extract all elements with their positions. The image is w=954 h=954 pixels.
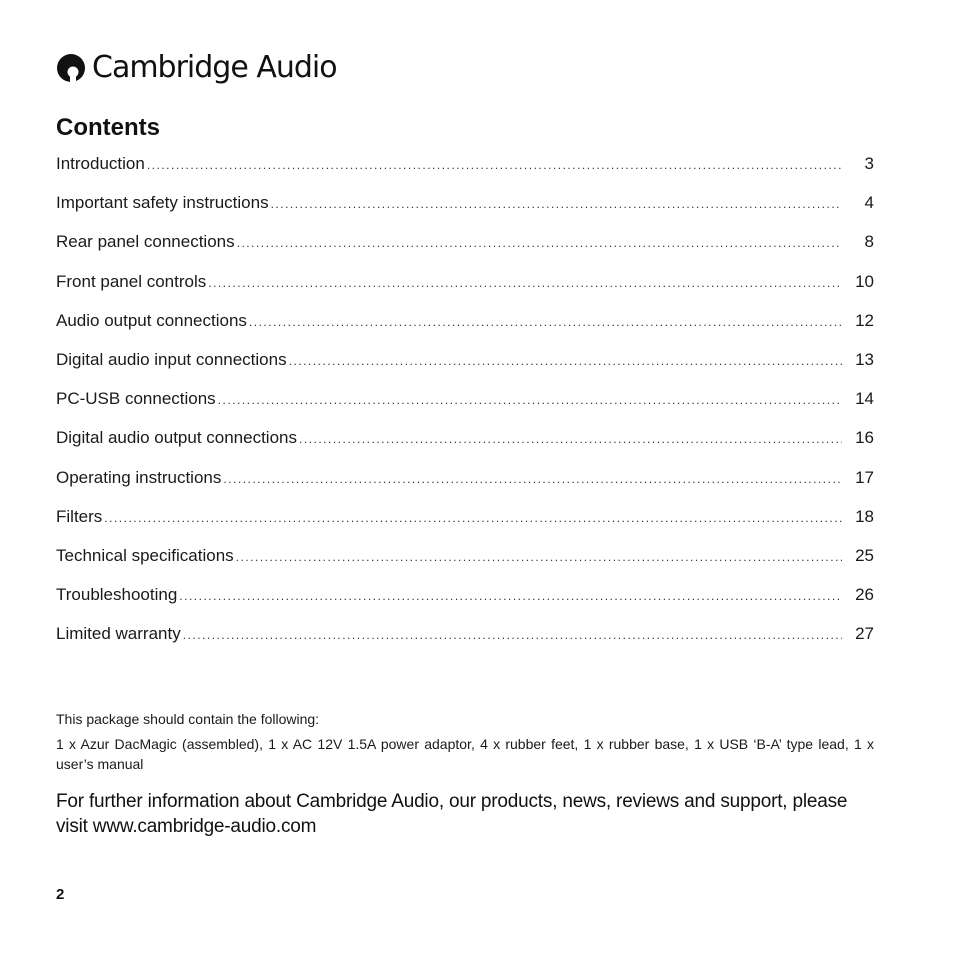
toc-entry-page: 14 — [855, 389, 874, 409]
toc-entry-page: 10 — [855, 271, 874, 291]
toc-leader-dots — [179, 589, 842, 603]
toc-entry[interactable] — [56, 350, 874, 389]
toc-entry-page: 8 — [864, 232, 874, 252]
cambridge-audio-logo-icon — [56, 53, 86, 83]
toc-leader-dots — [208, 276, 842, 290]
toc-entry[interactable] — [56, 389, 874, 428]
toc-entry[interactable] — [56, 546, 874, 585]
toc-entry-label: Front panel controls — [56, 271, 207, 291]
toc-entry-label: Audio output connections — [56, 310, 247, 330]
logo-text: Cambridge Audio — [92, 50, 337, 85]
toc-entry-page: 13 — [855, 349, 874, 369]
toc-entry[interactable] — [56, 507, 874, 546]
toc-entry-page: 16 — [855, 428, 874, 448]
toc-leader-dots — [147, 158, 842, 172]
toc-leader-dots — [218, 393, 842, 407]
toc-entry-label: PC-USB connections — [56, 389, 216, 409]
toc-entry-page: 17 — [855, 467, 874, 487]
toc-entry[interactable] — [56, 272, 874, 311]
toc-leader-dots — [271, 197, 842, 211]
toc-entry-label: Troubleshooting — [56, 585, 178, 605]
toc-entry[interactable] — [56, 624, 874, 663]
toc-entry-label: Digital audio output connections — [56, 428, 297, 448]
toc-leader-dots — [237, 236, 842, 250]
toc-leader-dots — [104, 511, 842, 525]
toc-entry[interactable] — [56, 154, 874, 193]
toc-entry-page: 12 — [855, 310, 874, 330]
toc-entry-label: Rear panel connections — [56, 232, 235, 252]
toc-leader-dots — [223, 472, 842, 486]
page-title: Contents — [56, 114, 160, 141]
toc-entry-page: 18 — [855, 506, 874, 526]
page-number: 2 — [56, 886, 65, 903]
toc-leader-dots — [249, 315, 842, 329]
brand-logo — [56, 50, 337, 86]
toc-entry-page: 26 — [855, 585, 874, 605]
toc-entry[interactable] — [56, 232, 874, 271]
toc-entry-label: Filters — [56, 506, 103, 526]
toc-leader-dots — [183, 628, 842, 642]
toc-entry-label: Technical specifications — [56, 545, 234, 565]
toc-leader-dots — [289, 354, 842, 368]
toc-leader-dots — [236, 550, 842, 564]
toc-entry[interactable] — [56, 428, 874, 467]
toc-entry[interactable] — [56, 193, 874, 232]
toc-entry[interactable] — [56, 585, 874, 624]
toc-entry-label: Operating instructions — [56, 467, 222, 487]
toc-entry-label: Introduction — [56, 154, 145, 173]
package-contents-intro: This package should contain the following: — [56, 711, 320, 727]
package-contents-list: 1 x Azur DacMagic (assembled), 1 x AC 12V 1.5A power adaptor, 4 x rubber feet, 1 x rubber base, 1 x USB ‘B-A’ type lead, 1 x user’s manual — [56, 736, 874, 772]
toc-leader-dots — [299, 432, 842, 446]
toc-entry-label: Important safety instructions — [56, 193, 269, 213]
toc-entry-page: 4 — [864, 193, 874, 213]
toc-entry-label: Digital audio input connections — [56, 349, 287, 369]
toc-entry[interactable] — [56, 468, 874, 507]
table-of-contents — [56, 154, 874, 663]
toc-entry-page: 25 — [855, 545, 874, 565]
further-information-note: For further information about Cambridge Audio, our products, news, reviews and support, please visit www.cambridge-audio.com — [56, 791, 848, 837]
toc-entry-page: 3 — [864, 154, 874, 173]
toc-entry-label: Limited warranty — [56, 624, 181, 644]
toc-entry[interactable] — [56, 311, 874, 350]
toc-entry-page: 27 — [855, 624, 874, 644]
